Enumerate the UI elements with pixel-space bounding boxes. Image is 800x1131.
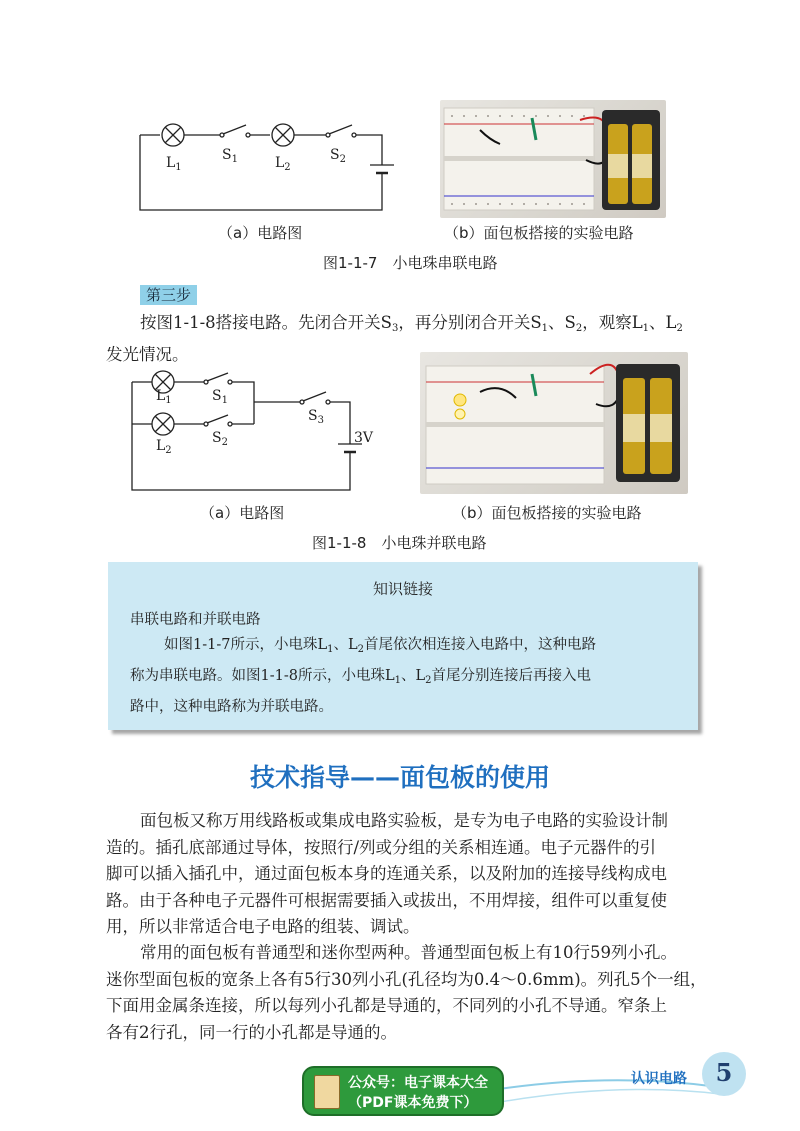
section-title: 技术指导——面包板的使用: [249, 763, 550, 792]
badge-line-1: 公众号：电子课本大全: [348, 1075, 488, 1091]
fig118-label-a: （a）电路图: [200, 504, 285, 522]
p2-line-3: 下面用金属条连接，所以每列小孔都是导通的，不同列的小孔不导通。窄条上: [106, 996, 667, 1015]
p2-line-2: 迷你型面包板的宽条上各有5行30列小孔(孔径均为0.4～0.6mm)。列孔5个一组，: [106, 969, 707, 989]
series-l1-label: $L_1$: [166, 155, 182, 173]
page-number: 5: [715, 1058, 733, 1087]
knowledge-body: [130, 632, 690, 720]
step3-label: 第三步: [140, 285, 197, 305]
p2-line-4: 各有2行孔，同一行的小孔都是导通的。: [106, 1022, 397, 1042]
p2-line-1: 常用的面包板有普通型和迷你型两种。普通型面包板上有10行59列小孔。: [140, 943, 677, 962]
chapter-label: 认识电路: [631, 1071, 687, 1087]
fig117-caption: 图1-1-7 小电珠串联电路: [323, 254, 498, 272]
knowledge-link-box: [108, 562, 698, 730]
book-icon: [314, 1075, 340, 1109]
parallel-circuit-diagram: [122, 362, 372, 497]
step3-line1: 按图1-1-8搭接电路。先闭合开关$S_3$，再分别闭合开关$S_1$、$S_2$，观察$L_1$、$L_2$: [140, 313, 683, 334]
fig117-label-b: （b）面包板搭接的实验电路: [444, 224, 634, 242]
series-s1-label: $S_1$: [222, 147, 238, 165]
section-paragraph-1: [106, 808, 726, 941]
parallel-voltage-label: 3V: [354, 430, 374, 446]
p1-line-4: 路。由于各种电子元器件可根据需要插入或拔出，不用焊接，组件可以重复使: [106, 890, 667, 910]
breadboard-photo-series: [440, 100, 666, 218]
fig117-label-a: （a）电路图: [218, 224, 303, 242]
p1-line-5: 用，所以非常适合电子电路的组装、调试。: [106, 917, 420, 936]
parallel-s3-label: $S_3$: [308, 408, 324, 426]
step3-line2: 发光情况。: [106, 345, 189, 364]
p1-line-1: 面包板又称万用线路板或集成电路实验板，是专为电子电路的实验设计制: [140, 811, 668, 830]
page-number-badge: [702, 1052, 746, 1096]
knowledge-title: 知识链接: [372, 580, 433, 598]
knowledge-line2: 称为串联电路。如图1-1-8所示，小电珠$L_1$、$L_2$首尾分别连接后再接入电: [130, 668, 591, 686]
p1-line-2: 造的。插孔底部通过导体，按照行/列或分组的关系相连通。电子元器件的引: [106, 837, 657, 857]
step3-label-wrapper: [140, 284, 197, 305]
fig118-caption: 图1-1-8 小电珠并联电路: [312, 534, 487, 552]
knowledge-line3: 路中，这种电路称为并联电路。: [130, 699, 333, 715]
knowledge-line1: 如图1-1-7所示，小电珠$L_1$、$L_2$首尾依次相连接入电路中，这种电路: [164, 637, 596, 655]
parallel-s1-label: $S_1$: [212, 388, 228, 406]
fig118-label-b: （b）面包板搭接的实验电路: [452, 504, 642, 522]
parallel-s2-label: $S_2$: [212, 430, 228, 448]
badge-line-2: （PDF课本免费下）: [348, 1095, 478, 1111]
knowledge-heading: 串联电路和并联电路: [130, 612, 261, 628]
series-s2-label: $S_2$: [330, 147, 346, 165]
section-paragraph-2: [106, 940, 726, 1046]
series-l2-label: $L_2$: [275, 155, 291, 173]
parallel-l1-label: $L_1$: [156, 388, 172, 406]
parallel-l2-label: $L_2$: [156, 438, 172, 456]
wechat-badge: [302, 1066, 504, 1116]
p1-line-3: 脚可以插入插孔中，通过面包板本身的连通关系，以及附加的连接导线构成电: [106, 864, 667, 883]
breadboard-photo-parallel: [420, 352, 688, 494]
